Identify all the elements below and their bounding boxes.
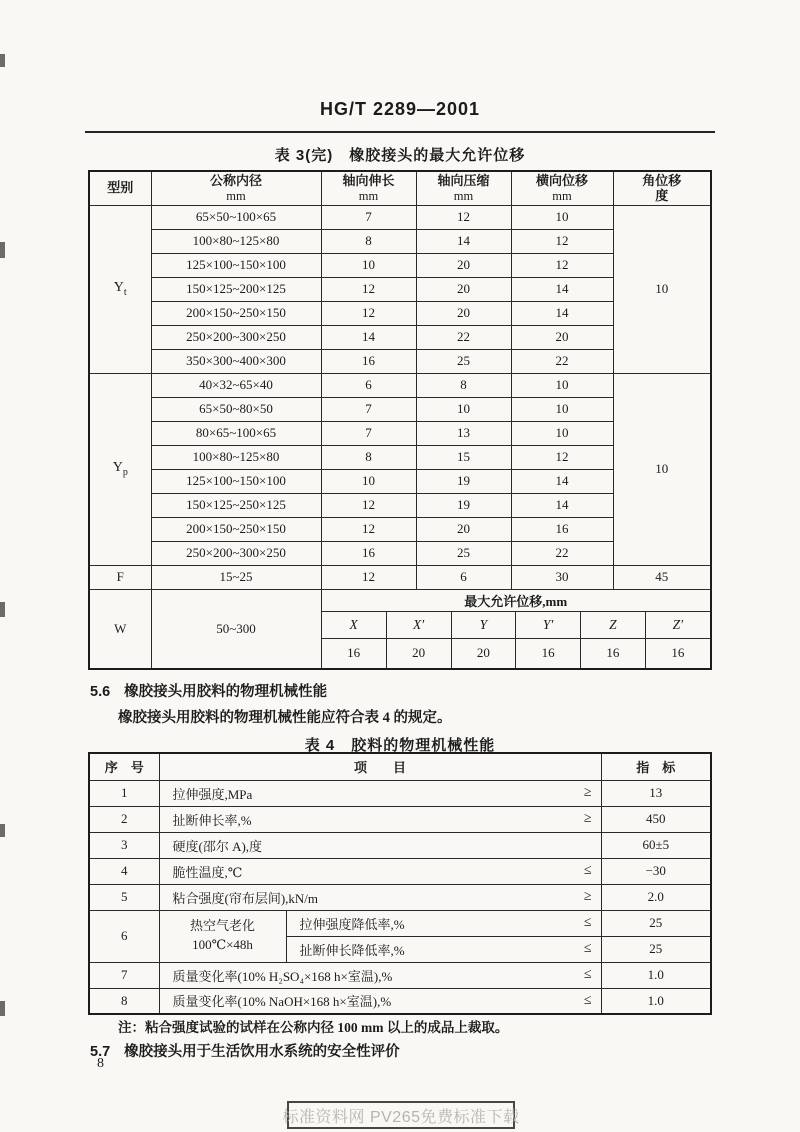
table4-header-row bbox=[89, 753, 711, 780]
table-row: 8 质量变化率(10% NaOH×168 h×室温),% ≤ 1.0 bbox=[89, 988, 711, 1014]
w-axis-x2: X′ bbox=[386, 612, 451, 639]
table-row-aging-1: 6 热空气老化 100℃×48h 拉伸强度降低率,% ≤ 25 bbox=[89, 910, 711, 936]
table-row: 3 硬度(邵尔 A),度 60±5 bbox=[89, 832, 711, 858]
relation-symbol: ≥ bbox=[583, 811, 592, 826]
relation-symbol: ≥ bbox=[583, 785, 592, 800]
yp-angle-value: 10 bbox=[613, 373, 711, 565]
table-row: 150×125~250×125 12 19 14 bbox=[89, 493, 711, 517]
aging-condition: 热空气老化 100℃×48h bbox=[159, 910, 286, 962]
w-subtable: X X′ Y Y′ Z Z′ 16 20 20 16 16 16 bbox=[322, 612, 711, 668]
section-title: 橡胶接头用于生活饮用水系统的安全性评价 bbox=[124, 1044, 400, 1060]
watermark-box: 标准资料网 PV265免费标准下载 bbox=[287, 1101, 515, 1129]
w-axis-z: Z bbox=[581, 612, 646, 639]
table-row: 100×80~125×80 8 14 12 bbox=[89, 229, 711, 253]
table-row: $Y_t$ 65×50~100×65 7 12 10 10 bbox=[89, 205, 711, 229]
standard-number: HG/T 2289—2001 bbox=[319, 99, 481, 119]
table-row: 250×200~300×250 14 22 20 bbox=[89, 325, 711, 349]
scan-artifact bbox=[0, 54, 5, 67]
w-axis-z2: Z′ bbox=[645, 612, 710, 639]
table4-note: 注：粘合强度试验的试样在公称内径 100 mm 以上的成品上裁取。 bbox=[118, 1020, 509, 1035]
table-row: 2 扯断伸长率,% ≥ 450 bbox=[89, 806, 711, 832]
col-header-serial: 序 号 bbox=[89, 753, 159, 780]
section-title: 橡胶接头用胶料的物理机械性能 bbox=[124, 684, 328, 700]
table-row-aging-2: 扯断伸长降低率,% ≤ 25 bbox=[89, 936, 711, 962]
scan-artifact bbox=[0, 824, 5, 837]
scan-artifact bbox=[0, 242, 5, 258]
type-label-w: W bbox=[89, 589, 151, 669]
yt-angle-value: 10 bbox=[613, 205, 711, 373]
table4-physical-properties bbox=[88, 752, 712, 1015]
table-row: 350×300~400×300 16 25 22 bbox=[89, 349, 711, 373]
table-row: $Y_p$ 40×32~65×40 6 8 10 10 bbox=[89, 373, 711, 397]
section-5-6-heading bbox=[90, 680, 327, 701]
relation-symbol: ≤ bbox=[583, 863, 592, 878]
type-label-f: F bbox=[89, 565, 151, 589]
col-header-axial-extension: 轴向伸长 mm bbox=[321, 171, 416, 205]
w-axis-y: Y bbox=[451, 612, 516, 639]
table-row: 5 粘合强度(帘布层间),kN/m ≥ 2.0 bbox=[89, 884, 711, 910]
relation-symbol: ≤ bbox=[583, 967, 592, 982]
w-axis-y2: Y′ bbox=[516, 612, 581, 639]
w-axis-x: X bbox=[322, 612, 387, 639]
w-span-header: 最大允许位移,mm bbox=[321, 589, 711, 611]
table-row: 125×100~150×100 10 19 14 bbox=[89, 469, 711, 493]
col-header-nominal-diameter: 公称内径 mm bbox=[151, 171, 321, 205]
relation-symbol: ≤ bbox=[583, 941, 592, 956]
scan-artifact bbox=[0, 1001, 5, 1016]
col-header-item: 项 目 bbox=[159, 753, 601, 780]
type-label-yt: $Y_t$ bbox=[89, 205, 151, 373]
relation-symbol: ≤ bbox=[583, 992, 592, 1008]
table-row: 80×65~100×65 7 13 10 bbox=[89, 421, 711, 445]
table4-title: 表 4 胶料的物理机械性能 bbox=[304, 737, 496, 754]
table3-header-row bbox=[89, 171, 711, 205]
table-row-f: F 15~25 12 6 30 45 bbox=[89, 565, 711, 589]
col-header-angular-displacement: 角位移 度 bbox=[613, 171, 711, 205]
table-row: 200×150~250×150 12 20 14 bbox=[89, 301, 711, 325]
table-row: 65×50~80×50 7 10 10 bbox=[89, 397, 711, 421]
table-row-w: W 50~300 最大允许位移,mm bbox=[89, 589, 711, 611]
page-number: 8 bbox=[97, 1056, 104, 1071]
col-header-index: 指 标 bbox=[601, 753, 711, 780]
section-number: 5.7 bbox=[90, 1044, 111, 1060]
relation-symbol: ≤ bbox=[583, 915, 592, 930]
section-5-6-body: 橡胶接头用胶料的物理机械性能应符合表 4 的规定。 bbox=[118, 710, 452, 726]
table-row: 100×80~125×80 8 15 12 bbox=[89, 445, 711, 469]
section-number: 5.6 bbox=[90, 684, 111, 700]
scan-artifact bbox=[0, 602, 5, 617]
table-row: 1 拉伸强度,MPa ≥ 13 bbox=[89, 780, 711, 806]
col-header-type: 型别 bbox=[89, 171, 151, 205]
relation-symbol: ≥ bbox=[583, 889, 592, 904]
table-row: 4 脆性温度,℃ ≤ −30 bbox=[89, 858, 711, 884]
type-label-yp: $Y_p$ bbox=[89, 373, 151, 565]
table-row: 200×150~250×150 12 20 16 bbox=[89, 517, 711, 541]
table-row: 7 质量变化率(10% H₂SO₄×168 h×室温),% ≤ 1.0 bbox=[89, 962, 711, 988]
table-row: 250×200~300×250 16 25 22 bbox=[89, 541, 711, 565]
table3-title: 表 3(完) 橡胶接头的最大允许位移 bbox=[274, 147, 526, 164]
header-rule bbox=[85, 131, 715, 133]
table-row: 125×100~150×100 10 20 12 bbox=[89, 253, 711, 277]
col-header-axial-compression: 轴向压缩 mm bbox=[416, 171, 511, 205]
w-subtable-cell bbox=[321, 611, 711, 669]
col-header-lateral-displacement: 横向位移 mm bbox=[511, 171, 613, 205]
section-5-7-heading bbox=[90, 1040, 400, 1061]
table-row: 150×125~200×125 12 20 14 bbox=[89, 277, 711, 301]
table3-max-displacement bbox=[88, 170, 712, 670]
